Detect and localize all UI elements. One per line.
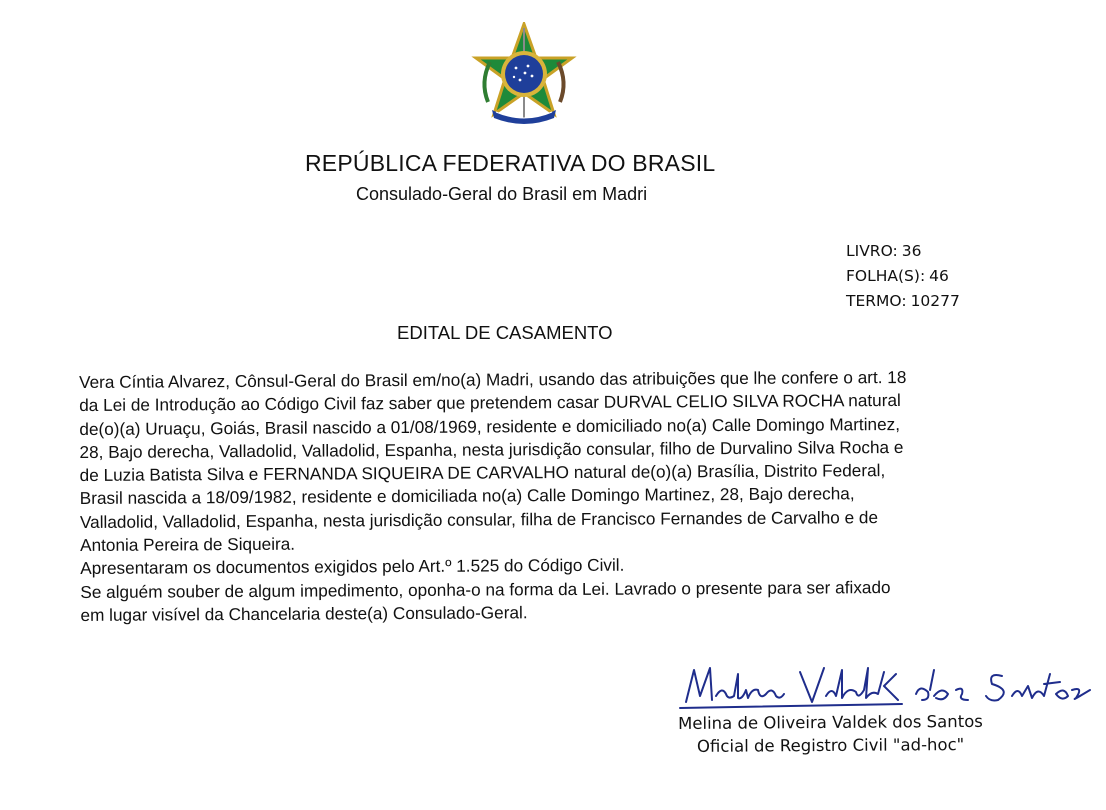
signer-block xyxy=(678,710,983,758)
body-line: da Lei de Introdução ao Código Civil faz saber que pretendem casar DURVAL CELIO SILVA ROCHA natural xyxy=(79,390,901,416)
signer-name: Melina de Oliveira Valdek dos Santos xyxy=(678,711,983,733)
consulate-name: Consulado-Geral do Brasil em Madri xyxy=(356,184,648,204)
body-line: Brasil nascida a 18/09/1982, residente e domiciliada no(a) Calle Domingo Martinez, 28, Bajo derecha, xyxy=(79,483,855,509)
country-title: REPÚBLICA FEDERATIVA DO BRASIL xyxy=(305,150,716,176)
livro-value: 36 xyxy=(901,242,922,260)
document-heading: EDITAL DE CASAMENTO xyxy=(397,322,613,343)
folha-row xyxy=(846,264,960,289)
registry-block xyxy=(846,239,960,314)
document-body xyxy=(79,365,1041,627)
body-line: Valladolid, Valladolid, Espanha, nesta jurisdição consular, filha de Francisco Fernandes de Carvalho e de xyxy=(79,506,879,532)
livro-row xyxy=(846,239,960,264)
body-line: de(o)(a) Uruaçu, Goiás, Brasil nascido a 01/08/1969, residente e domiciliado no(a) Calle Domingo Martinez, xyxy=(79,413,901,439)
livro-label: LIVRO: xyxy=(846,242,898,260)
body-line: Vera Cíntia Alvarez, Cônsul-Geral do Brasil em/no(a) Madri, usando das atribuições que lhe confere o art. 18 xyxy=(79,366,907,392)
body-line: de Luzia Batista Silva e FERNANDA SIQUEIRA DE CARVALHO natural de(o)(a) Brasília, Distrito Federal, xyxy=(79,460,886,486)
body-line: em lugar visível da Chancelaria deste(a) Consulado-Geral. xyxy=(80,602,528,625)
folha-value: 46 xyxy=(929,267,949,285)
signer-role: Oficial de Registro Civil "ad-hoc" xyxy=(696,735,965,756)
folha-label: FOLHA(S): xyxy=(846,267,926,285)
body-line: 28, Bajo derecha, Valladolid, Valladolid, Espanha, nesta jurisdição consular, filho de Durvalino Silva Rocha e xyxy=(79,436,904,462)
termo-row xyxy=(846,289,960,314)
termo-value: 10277 xyxy=(910,292,960,310)
termo-label: TERMO: xyxy=(846,292,907,310)
body-line: Antonia Pereira de Siqueira. xyxy=(80,533,296,556)
body-line: Se alguém souber de algum impedimento, oponha-o na forma da Lei. Lavrado o presente para ser afixado xyxy=(80,576,891,602)
brazil-coat-of-arms-icon xyxy=(470,22,578,128)
body-line: Apresentaram os documentos exigidos pelo Art.º 1.525 do Código Civil. xyxy=(80,555,625,579)
